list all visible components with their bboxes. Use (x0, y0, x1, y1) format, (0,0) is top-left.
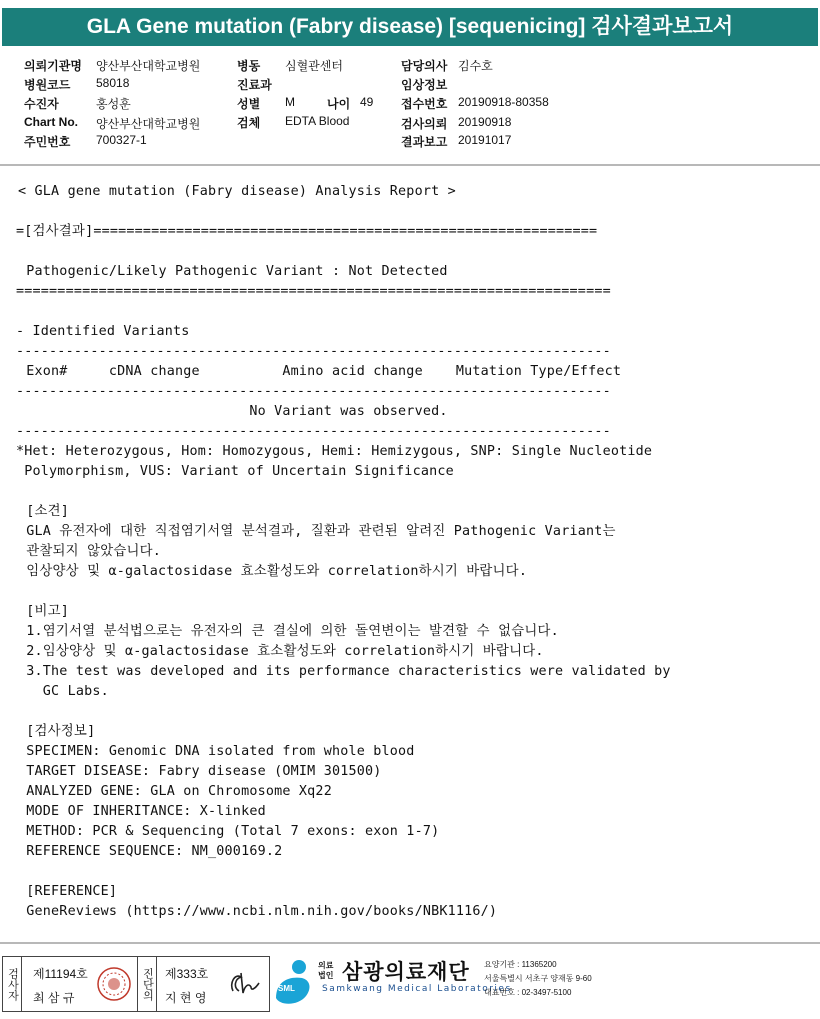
org-info-code: 요양기관 : 11365200 (484, 960, 557, 969)
report-line: REFERENCE SEQUENCE: NM_000169.2 (18, 844, 283, 859)
report-line: Pathogenic/Likely Pathogenic Variant : Not Detected (18, 264, 448, 279)
report-line: =[검사결과]============================================================= (16, 224, 598, 239)
report-line: < GLA gene mutation (Fabry disease) Analysis Report > (18, 184, 456, 199)
org-name: 삼광의료재단 (342, 960, 470, 984)
label-specimen: 검체 (237, 116, 261, 130)
signature-box (2, 956, 270, 1012)
report-line: ======================================================================== (16, 284, 611, 299)
report-line: 임상양상 및 α-galactosidase 효소활성도와 correlation하시기 바랍니다. (18, 564, 528, 579)
label-hospital-code: 병원코드 (24, 78, 71, 92)
report-line: - Identified Variants (16, 324, 190, 339)
value-receipt-number: 20190918-80358 (458, 95, 549, 109)
label-patient: 수진자 (24, 97, 59, 111)
label-ward: 병동 (237, 59, 261, 73)
report-line: *Het: Heterozygous, Hom: Homozygous, Hemi: Hemizygous, SNP: Single Nucleotide (16, 444, 653, 459)
label-chart-no: Chart No. (24, 115, 78, 129)
report-line: 관찰되지 않았습니다. (18, 544, 162, 559)
header-divider (0, 164, 820, 166)
report-line: ------------------------------------------------------------------------ (16, 384, 611, 399)
report-line: Polymorphism, VUS: Variant of Uncertain Significance (16, 464, 454, 479)
value-report-date: 20191017 (458, 133, 512, 147)
sml-logo-text: SML (278, 984, 295, 993)
value-specimen: EDTA Blood (285, 114, 350, 128)
report-line: No Variant was observed. (18, 404, 448, 419)
org-info-address: 서울특별시 서초구 양재동 9-60 (484, 974, 592, 983)
report-line: [REFERENCE] (18, 884, 118, 899)
label-attending-doctor: 담당의사 (401, 59, 448, 73)
report-title: GLA Gene mutation (Fabry disease) [sequenicing] 검사결과보고서 (2, 8, 818, 46)
org-type: 의료 법인 (318, 961, 334, 980)
report-line: [소견] (18, 504, 70, 519)
report-line: GeneReviews (https://www.ncbi.nlm.nih.gov/books/NBK1116/) (18, 904, 498, 919)
report-line: 1.염기서열 분석법으로는 유전자의 큰 결실에 의한 돌연변이는 발견할 수 없습니다. (18, 624, 559, 639)
report-line: [비고] (18, 604, 70, 619)
value-patient: 홍성훈 (96, 97, 131, 111)
sml-logo-icon (272, 958, 314, 1006)
report-line: Exon# cDNA change Amino acid change Mutation Type/Effect (18, 364, 622, 379)
org-info-phone: 대표번호 : 02-3497-5100 (484, 988, 572, 997)
signature-footer (0, 948, 820, 1019)
footer-divider (0, 942, 820, 944)
value-hospital-code: 58018 (96, 76, 130, 90)
label-clinical-info: 임상정보 (401, 78, 448, 92)
report-line: ------------------------------------------------------------------------ (16, 424, 611, 439)
org-name-english: Samkwang Medical Laboratories (322, 984, 512, 994)
pathologist-license: 제333호 (165, 967, 209, 981)
report-line: [검사정보] (18, 724, 96, 739)
label-resident-number: 주민번호 (24, 135, 71, 149)
pathologist-label: 진단의 (137, 957, 157, 1011)
report-body (18, 178, 808, 938)
value-age: 49 (360, 95, 374, 109)
value-sex: M (285, 95, 295, 109)
label-sex: 성별 (237, 97, 261, 111)
examiner-label: 검사자 (3, 957, 22, 1011)
report-line: TARGET DISEASE: Fabry disease (OMIM 301500) (18, 764, 382, 779)
examiner-name: 최 삼 규 (33, 991, 75, 1005)
report-line: ------------------------------------------------------------------------ (16, 344, 611, 359)
pathologist-signature-icon (225, 969, 261, 997)
report-line: METHOD: PCR & Sequencing (Total 7 exons: exon 1-7) (18, 824, 440, 839)
label-request-date: 검사의뢰 (401, 117, 448, 131)
report-line: GC Labs. (18, 684, 109, 699)
value-attending-doctor: 김수호 (458, 59, 493, 73)
value-requesting-institution: 양산부산대학교병원 (96, 59, 201, 73)
report-line: 2.임상양상 및 α-galactosidase 효소활성도와 correlation하시기 바랍니다. (18, 644, 544, 659)
label-requesting-institution: 의뢰기관명 (24, 59, 82, 73)
label-age: 나이 (327, 97, 351, 111)
value-ward: 심혈관센터 (285, 59, 343, 73)
examiner-seal-icon (95, 965, 133, 1003)
label-department: 진료과 (237, 78, 272, 92)
report-line: SPECIMEN: Genomic DNA isolated from whole blood (18, 744, 415, 759)
patient-info-header (0, 50, 820, 162)
value-resident-number: 700327-1 (96, 133, 147, 147)
label-report-date: 결과보고 (401, 135, 448, 149)
pathologist-name: 지 현 영 (165, 991, 207, 1005)
report-line: 3.The test was developed and its performance characteristics were validated by (18, 664, 671, 679)
report-line: ANALYZED GENE: GLA on Chromosome Xq22 (18, 784, 332, 799)
value-chart-no: 양산부산대학교병원 (96, 117, 201, 131)
examiner-license: 제11194호 (33, 967, 88, 981)
label-receipt-number: 접수번호 (401, 97, 448, 111)
report-line: GLA 유전자에 대한 직접염기서열 분석결과, 질환과 관련된 알려진 Pathogenic Variant는 (18, 524, 616, 539)
value-request-date: 20190918 (458, 115, 512, 129)
report-line: MODE OF INHERITANCE: X-linked (18, 804, 266, 819)
